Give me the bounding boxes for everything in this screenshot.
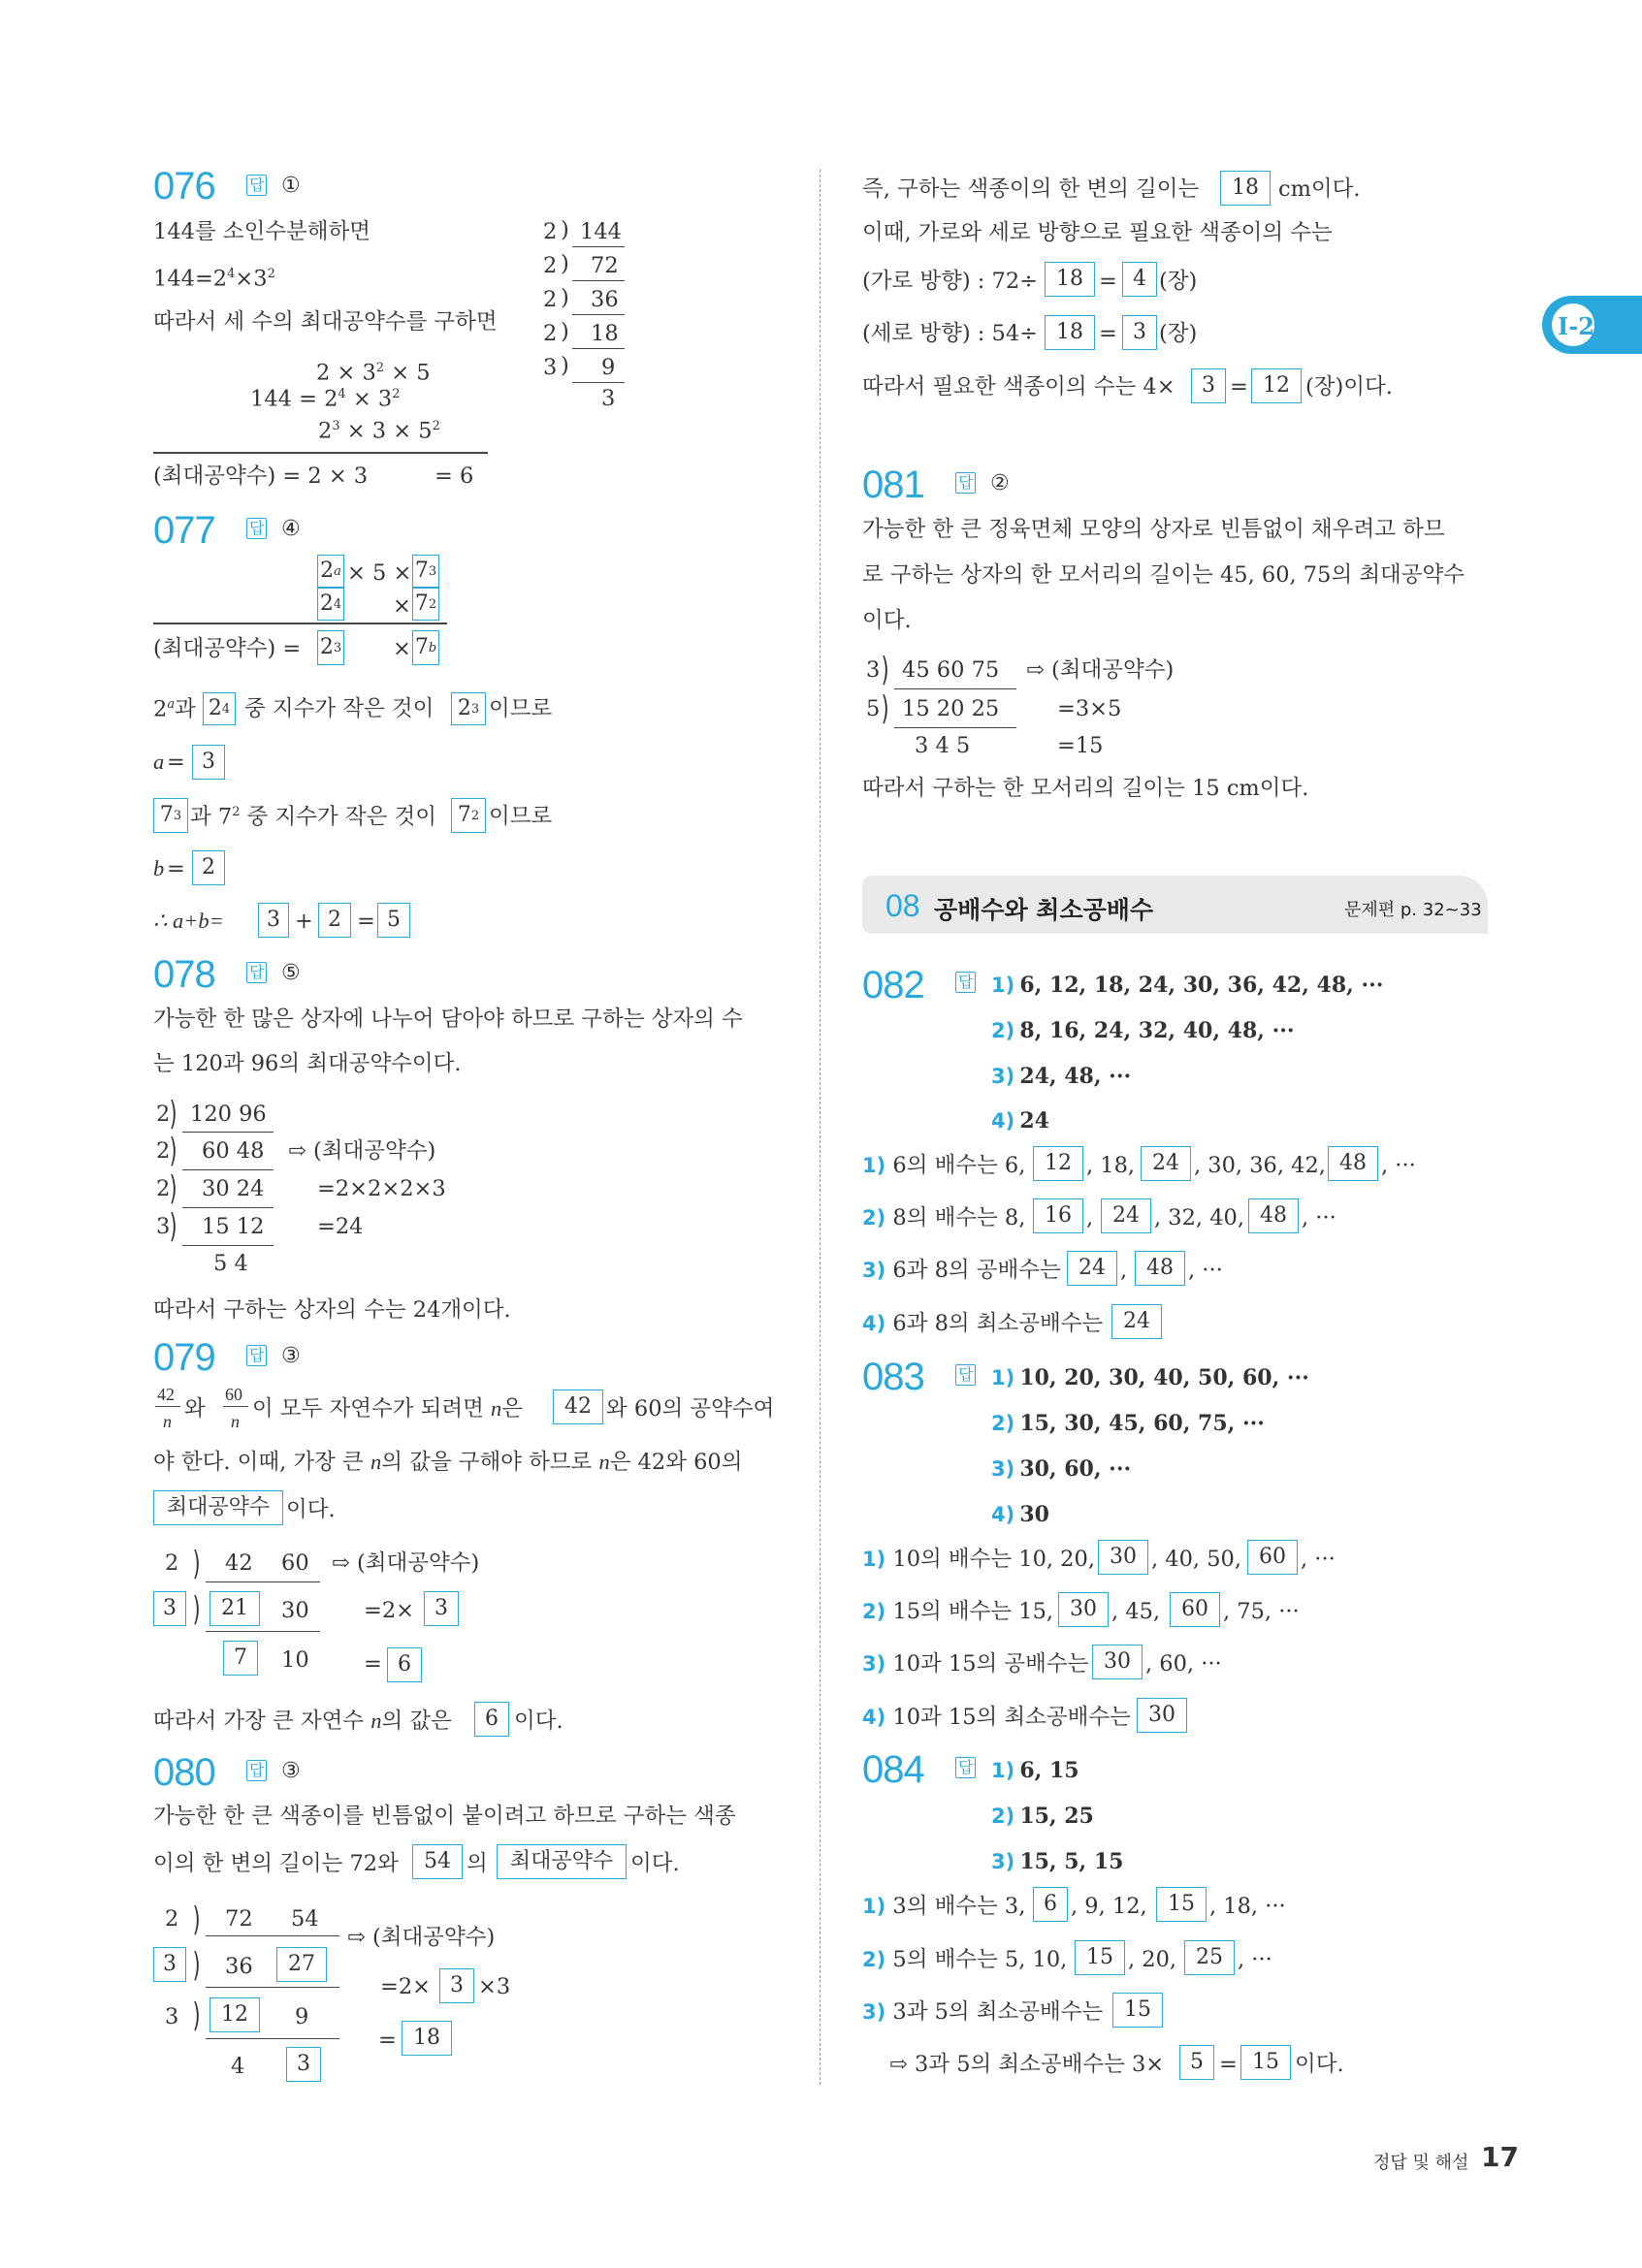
ladder-rule bbox=[182, 1169, 274, 1170]
ladder-paren: ) bbox=[192, 1946, 201, 1985]
text: 이 모두 자연수가 되려면 n은 bbox=[252, 1396, 523, 1421]
factor-row: $2 \times 3^2 \times 5$ bbox=[316, 360, 431, 386]
ladder-value: 18 bbox=[591, 321, 619, 346]
text: , 30, 36, 42, bbox=[1194, 1153, 1326, 1178]
note: ×3 bbox=[478, 1974, 511, 1999]
text: , 18, bbox=[1086, 1153, 1136, 1178]
answer-item: 4) 24 bbox=[991, 1108, 1049, 1134]
problem-number-084: 084 bbox=[862, 1748, 924, 1791]
problem-number-082: 082 bbox=[862, 964, 924, 1006]
ladder-divisor: 2 bbox=[543, 253, 558, 278]
ladder-divisor: 3 bbox=[543, 355, 558, 380]
answer-choice: ③ bbox=[281, 1759, 301, 1783]
text: ∴ a+b= bbox=[153, 909, 224, 933]
text: (가로 방향) : 72÷ bbox=[862, 269, 1039, 294]
answer-box: 3 bbox=[286, 2047, 321, 2082]
answer-box: 최대공약수 bbox=[153, 1490, 283, 1525]
fraction-num: 60 bbox=[225, 1385, 242, 1404]
answer-label: 답 bbox=[955, 472, 976, 494]
text: a bbox=[153, 750, 165, 774]
ladder-paren: ) bbox=[192, 1901, 201, 1939]
explanation: 4) 6과 8의 최소공배수는 bbox=[862, 1311, 1104, 1336]
ladder-value: 36 bbox=[591, 287, 619, 312]
answer-choice: ④ bbox=[281, 517, 301, 541]
answer-choice: ⑤ bbox=[281, 961, 301, 985]
ladder-value: 144 bbox=[580, 219, 622, 244]
ladder-paren: ) bbox=[192, 1996, 201, 2035]
ladder-value: 54 bbox=[291, 1906, 319, 1932]
text-line: 이다. bbox=[862, 608, 912, 633]
answer-box: 7 bbox=[223, 1641, 258, 1676]
note: = bbox=[364, 1651, 382, 1677]
ladder-value: 45 60 75 bbox=[902, 657, 1000, 683]
ladder-value: 72 bbox=[225, 1906, 253, 1932]
answer-box: 7 2 bbox=[451, 798, 486, 833]
text: = bbox=[167, 856, 185, 881]
ladder-rule bbox=[206, 1935, 339, 1936]
ladder-paren: ) bbox=[192, 1590, 201, 1629]
answer-label: 답 bbox=[246, 175, 267, 196]
text: , 20, bbox=[1128, 1947, 1177, 1972]
answer-box: 15 bbox=[1112, 1993, 1163, 2028]
text: 2$^a$과 bbox=[153, 696, 196, 722]
text: 과 $7^2$ 중 지수가 작은 것이 bbox=[190, 804, 436, 830]
fraction-num: 42 bbox=[157, 1385, 175, 1404]
answer-box: 24 bbox=[1111, 1304, 1162, 1339]
answer-item: 3) 30, 60, ··· bbox=[991, 1456, 1132, 1482]
ladder-rule bbox=[206, 1631, 320, 1632]
ladder-paren: ) bbox=[881, 651, 889, 689]
text: 이므로 bbox=[489, 804, 553, 829]
section-number: 08 bbox=[885, 888, 920, 923]
text: × bbox=[393, 636, 411, 661]
answer-box: 60 bbox=[1170, 1592, 1220, 1627]
text: , 45, bbox=[1111, 1599, 1161, 1624]
side-tab-label: I-2 bbox=[1558, 312, 1594, 340]
ladder-paren: ) bbox=[561, 285, 569, 310]
ladder-divisor: 3 bbox=[866, 657, 881, 683]
factor-row: $2^3 \times 3 \times 5^2$ bbox=[318, 418, 440, 444]
rule bbox=[153, 452, 488, 454]
explanation: 4) 10과 15의 최소공배수는 bbox=[862, 1705, 1131, 1730]
answer-box: 3 bbox=[192, 745, 225, 780]
answer-box: 5 bbox=[377, 903, 410, 938]
answer-box: 3 bbox=[424, 1591, 459, 1626]
answer-item: 4) 30 bbox=[991, 1502, 1049, 1527]
ladder-paren: ) bbox=[169, 1095, 177, 1134]
ladder-paren: ) bbox=[561, 353, 569, 378]
text: 이다. bbox=[514, 1709, 563, 1734]
ladder-rule bbox=[206, 1987, 339, 1988]
ladder-divisor: 2 bbox=[156, 1176, 171, 1201]
answer-box: 6 bbox=[387, 1647, 422, 1682]
answer-box: 24 bbox=[1101, 1198, 1151, 1233]
answer-box: 48 bbox=[1135, 1251, 1185, 1286]
fraction-bar bbox=[223, 1406, 248, 1407]
text: 와 bbox=[184, 1396, 206, 1421]
text: × bbox=[393, 593, 411, 619]
ladder-rule bbox=[572, 246, 625, 247]
answer-box: 2 a bbox=[317, 555, 344, 588]
text: = bbox=[1230, 374, 1248, 399]
answer-box: 18 bbox=[1220, 171, 1271, 206]
answer-box: 12 bbox=[1251, 368, 1302, 403]
ladder-value: 30 bbox=[281, 1598, 309, 1623]
ladder-value: 72 bbox=[591, 253, 619, 278]
answer-item: 1) 10, 20, 30, 40, 50, 60, ··· bbox=[991, 1365, 1309, 1390]
answer-box: 25 bbox=[1184, 1940, 1235, 1975]
answer-box: 24 bbox=[1067, 1251, 1117, 1286]
text-line: 가능한 한 큰 색종이를 빈틈없이 붙이려고 하므로 구하는 색종 bbox=[153, 1804, 736, 1829]
section-title: 공배수와 최소공배수 bbox=[934, 896, 1154, 924]
ladder-rule bbox=[206, 2038, 339, 2039]
text: b bbox=[153, 856, 165, 880]
answer-item: 3) 24, 48, ··· bbox=[991, 1064, 1132, 1089]
explanation: 1) 10의 배수는 10, 20, bbox=[862, 1547, 1095, 1572]
problem-number-078: 078 bbox=[153, 953, 215, 996]
text: , ··· bbox=[1301, 1547, 1336, 1572]
ladder-paren: ) bbox=[881, 689, 889, 728]
ladder-quotient: 4 bbox=[231, 2054, 245, 2079]
answer-box: 54 bbox=[412, 1844, 463, 1879]
fraction-den: n bbox=[163, 1412, 172, 1431]
text: + bbox=[295, 909, 313, 934]
note: =2× bbox=[364, 1598, 415, 1623]
ladder-paren: ) bbox=[169, 1132, 177, 1170]
ladder-rule bbox=[572, 348, 625, 349]
ladder-quotient: 3 4 5 bbox=[915, 733, 971, 758]
ladder-paren: ) bbox=[192, 1545, 201, 1583]
answer-box: 12 bbox=[1033, 1146, 1083, 1181]
answer-item: 2) 8, 16, 24, 32, 40, 48, ··· bbox=[991, 1018, 1295, 1043]
text: (장) bbox=[1159, 321, 1198, 346]
answer-box: 15 bbox=[1240, 2045, 1291, 2080]
answer-box: 6 bbox=[1033, 1887, 1068, 1922]
text: , 60, ··· bbox=[1145, 1651, 1222, 1677]
text: × 5 × bbox=[347, 560, 412, 586]
note: = bbox=[378, 2028, 397, 2053]
ladder-value: 10 bbox=[281, 1647, 309, 1673]
text: (장)이다. bbox=[1305, 374, 1393, 399]
answer-box: 7 3 bbox=[153, 798, 188, 833]
text: , ··· bbox=[1188, 1258, 1223, 1283]
explanation: 2) 8의 배수는 8, bbox=[862, 1205, 1026, 1230]
ladder-rule bbox=[206, 1581, 320, 1582]
answer-box: 6 bbox=[474, 1702, 509, 1737]
text-line: 로 구하는 상자의 한 모서리의 길이는 45, 60, 75의 최대공약수 bbox=[862, 562, 1465, 588]
answer-box: 4 bbox=[1122, 262, 1157, 297]
factor-row: $144 = 2^4 \times 3^2$ bbox=[250, 386, 401, 412]
answer-label: 답 bbox=[246, 518, 267, 539]
ladder-value: 9 bbox=[601, 355, 616, 380]
note: =2× bbox=[380, 1974, 432, 1999]
answer-box: 30 bbox=[1058, 1592, 1109, 1627]
gcd-row: (최대공약수) = 2 × 3 bbox=[153, 463, 369, 489]
answer-box: 48 bbox=[1328, 1146, 1378, 1181]
text: cm이다. bbox=[1278, 176, 1361, 202]
answer-box: 3 bbox=[153, 1591, 186, 1626]
text: 와 60의 공약수여 bbox=[606, 1396, 775, 1421]
answer-box: 2 bbox=[192, 850, 225, 885]
note: ⇨ (최대공약수) bbox=[347, 1925, 496, 1950]
problem-number-077: 077 bbox=[153, 509, 215, 552]
answer-box: 18 bbox=[1045, 315, 1095, 350]
text-line: 144를 소인수분해하면 bbox=[153, 219, 370, 244]
ladder-rule bbox=[894, 727, 1016, 728]
answer-box: 7 2 bbox=[412, 588, 439, 621]
answer-choice: ② bbox=[990, 471, 1010, 495]
text: , 75, ··· bbox=[1223, 1599, 1300, 1624]
ladder-rule bbox=[572, 382, 625, 383]
answer-box: 15 bbox=[1156, 1887, 1207, 1922]
text: 의 bbox=[467, 1851, 488, 1876]
text: , ··· bbox=[1381, 1153, 1416, 1178]
answer-box: 27 bbox=[276, 1947, 327, 1982]
answer-box: 30 bbox=[1092, 1645, 1143, 1679]
answer-label: 답 bbox=[955, 1364, 976, 1386]
answer-box: 3 bbox=[258, 903, 289, 938]
answer-item: 1) 6, 15 bbox=[991, 1758, 1079, 1783]
text: , ··· bbox=[1238, 1947, 1272, 1972]
ladder-rule bbox=[182, 1245, 274, 1246]
ladder-paren: ) bbox=[169, 1169, 177, 1208]
text-line: 따라서 세 수의 최대공약수를 구하면 bbox=[153, 309, 498, 335]
fraction-den: n bbox=[231, 1412, 240, 1431]
text: , 18, ··· bbox=[1209, 1894, 1286, 1919]
ladder-divisor: 3 bbox=[156, 1214, 171, 1239]
text: , bbox=[1120, 1258, 1128, 1283]
answer-box: 16 bbox=[1033, 1198, 1083, 1233]
ladder-divisor: 2 bbox=[156, 1102, 171, 1127]
note: ⇨ (최대공약수) bbox=[288, 1138, 436, 1164]
ladder-value: 30 24 bbox=[202, 1176, 265, 1201]
explanation: 1) 6의 배수는 6, bbox=[862, 1153, 1026, 1178]
ladder-rule bbox=[182, 1132, 274, 1133]
problem-number-083: 083 bbox=[862, 1356, 924, 1398]
column-divider bbox=[820, 170, 821, 2085]
answer-box: 3 bbox=[1191, 368, 1226, 403]
answer-box: 12 bbox=[209, 1997, 260, 2032]
ladder-value: 60 48 bbox=[202, 1138, 265, 1164]
text: = bbox=[1099, 269, 1117, 294]
explanation: 3) 10과 15의 공배수는 bbox=[862, 1651, 1089, 1677]
explanation: 3) 6과 8의 공배수는 bbox=[862, 1258, 1061, 1283]
answer-label: 답 bbox=[246, 962, 267, 983]
text: , 9, 12, bbox=[1071, 1894, 1147, 1919]
gcd-row: (최대공약수) = bbox=[153, 636, 302, 661]
answer-box: 30 bbox=[1098, 1540, 1148, 1575]
ladder-rule bbox=[572, 280, 625, 281]
note: =2×2×2×3 bbox=[317, 1176, 446, 1201]
explanation: 2) 5의 배수는 5, 10, bbox=[862, 1947, 1068, 1972]
gcd-value: = 6 bbox=[435, 463, 474, 489]
text: 이다. bbox=[286, 1497, 336, 1522]
text-line: 가능한 한 큰 정육면체 모양의 상자로 빈틈없이 채우려고 하므 bbox=[862, 517, 1445, 542]
text: = bbox=[1099, 321, 1117, 346]
text-line: 따라서 구하는 상자의 수는 24개이다. bbox=[153, 1297, 511, 1323]
note: =24 bbox=[317, 1214, 364, 1239]
answer-box: 7 b bbox=[412, 630, 439, 665]
answer-label: 답 bbox=[955, 1757, 976, 1778]
answer-box: 7 3 bbox=[412, 555, 439, 588]
answer-box: 3 bbox=[1122, 315, 1157, 350]
answer-item: 2) 15, 25 bbox=[991, 1804, 1094, 1829]
text: 이다. bbox=[1295, 2052, 1344, 2077]
answer-box: 2 4 bbox=[317, 588, 344, 621]
problem-number-080: 080 bbox=[153, 1751, 215, 1794]
text: = bbox=[167, 750, 185, 775]
answer-item: 1) 6, 12, 18, 24, 30, 36, 42, 48, ··· bbox=[991, 973, 1384, 998]
answer-box: 60 bbox=[1247, 1540, 1298, 1575]
answer-box: 30 bbox=[1137, 1698, 1187, 1733]
text-line: 따라서 구하는 한 모서리의 길이는 15 cm이다. bbox=[862, 776, 1309, 801]
answer-box: 3 bbox=[153, 1947, 186, 1982]
problem-number-079: 079 bbox=[153, 1336, 215, 1379]
note: =15 bbox=[1057, 733, 1104, 758]
answer-box: 최대공약수 bbox=[497, 1844, 627, 1879]
answer-box: 18 bbox=[402, 2021, 452, 2056]
ladder-divisor: 2 bbox=[543, 219, 558, 244]
answer-box: 2 3 bbox=[317, 630, 344, 665]
note: ⇨ (최대공약수) bbox=[1026, 657, 1175, 683]
text: , bbox=[1086, 1205, 1094, 1230]
ladder-paren: ) bbox=[561, 319, 569, 344]
ladder-divisor: 2 bbox=[165, 1906, 179, 1932]
page-number: 17 bbox=[1481, 2141, 1519, 2173]
answer-choice: ① bbox=[281, 174, 301, 198]
ladder-divisor: 5 bbox=[866, 696, 881, 721]
text-line: 는 120과 96의 최대공약수이다. bbox=[153, 1051, 462, 1076]
explanation: 3) 3과 5의 최소공배수는 bbox=[862, 1999, 1104, 2025]
answer-label: 답 bbox=[246, 1345, 267, 1366]
answer-box: 3 bbox=[439, 1968, 474, 2003]
problem-number-081: 081 bbox=[862, 463, 924, 506]
explanation: 1) 3의 배수는 3, bbox=[862, 1894, 1026, 1919]
answer-item: 3) 15, 5, 15 bbox=[991, 1849, 1124, 1874]
ladder-rule bbox=[572, 314, 625, 315]
text-line: 가능한 한 많은 상자에 나누어 담아야 하므로 구하는 상자의 수 bbox=[153, 1006, 743, 1032]
ladder-paren: ) bbox=[561, 251, 569, 276]
ladder-rule bbox=[894, 688, 1016, 689]
text: 즉, 구하는 색종이의 한 변의 길이는 bbox=[862, 176, 1200, 202]
ladder-quotient: 5 4 bbox=[213, 1251, 248, 1276]
ladder-value: 36 bbox=[225, 1954, 253, 1979]
text: 따라서 필요한 색종이의 수는 4× bbox=[862, 374, 1175, 399]
text: 이므로 bbox=[489, 696, 553, 721]
answer-box: 48 bbox=[1248, 1198, 1299, 1233]
answer-choice: ③ bbox=[281, 1344, 301, 1368]
problem-number-076: 076 bbox=[153, 165, 215, 208]
text: (장) bbox=[1159, 269, 1198, 294]
answer-box: 18 bbox=[1045, 262, 1095, 297]
ladder-value: 60 bbox=[281, 1550, 309, 1576]
rule bbox=[153, 623, 447, 624]
ladder-value: 15 20 25 bbox=[902, 696, 1000, 721]
answer-box: 2 4 bbox=[203, 692, 236, 725]
text-line: 이때, 가로와 세로 방향으로 필요한 색종이의 수는 bbox=[862, 220, 1333, 245]
text: 따라서 가장 큰 자연수 n의 값은 bbox=[153, 1709, 452, 1734]
ladder-value: 9 bbox=[295, 2004, 309, 2029]
text: 야 한다. 이때, 가장 큰 n의 값을 구해야 하므로 n은 42와 60의 bbox=[153, 1450, 743, 1475]
fraction-bar bbox=[155, 1406, 180, 1407]
text-line: $144=2^4\times 3^2$ bbox=[153, 266, 275, 292]
ladder-paren: ) bbox=[561, 217, 569, 242]
text: 중 지수가 작은 것이 bbox=[244, 696, 435, 721]
answer-label: 답 bbox=[955, 972, 976, 993]
text: , ··· bbox=[1302, 1205, 1336, 1230]
ladder-divisor: 2 bbox=[543, 287, 558, 312]
text: = bbox=[357, 909, 375, 934]
answer-box: 2 bbox=[318, 903, 351, 938]
answer-box: 5 bbox=[1179, 2045, 1214, 2080]
ladder-paren: ) bbox=[169, 1207, 177, 1246]
ladder-value: 120 96 bbox=[190, 1102, 267, 1127]
answer-box: 2 3 bbox=[451, 692, 486, 725]
ladder-value: 42 bbox=[225, 1550, 253, 1576]
ladder-rule bbox=[182, 1207, 274, 1208]
answer-box: 15 bbox=[1075, 1940, 1125, 1975]
text: 이의 한 변의 길이는 72와 bbox=[153, 1851, 399, 1876]
explanation: 2) 15의 배수는 15, bbox=[862, 1599, 1054, 1624]
note: =3×5 bbox=[1057, 696, 1122, 721]
section-reference: 문제편 p. 32~33 bbox=[1344, 900, 1482, 920]
note: ⇨ (최대공약수) bbox=[332, 1550, 480, 1576]
answer-label: 답 bbox=[246, 1760, 267, 1781]
answer-box: 42 bbox=[553, 1390, 603, 1424]
ladder-divisor: 2 bbox=[165, 1550, 179, 1576]
answer-box: 21 bbox=[209, 1591, 260, 1626]
answer-box: 24 bbox=[1141, 1146, 1191, 1181]
ladder-value: 15 12 bbox=[202, 1214, 265, 1239]
text: 이다. bbox=[630, 1851, 680, 1876]
answer-item: 2) 15, 30, 45, 60, 75, ··· bbox=[991, 1411, 1265, 1436]
text: , 40, 50, bbox=[1151, 1547, 1242, 1572]
text: = bbox=[1219, 2052, 1238, 2077]
explanation: ⇨ 3과 5의 최소공배수는 3× bbox=[889, 2052, 1165, 2077]
text: , 32, 40, bbox=[1154, 1205, 1245, 1230]
ladder-divisor: 2 bbox=[156, 1138, 171, 1164]
ladder-quotient: 3 bbox=[601, 386, 616, 411]
ladder-divisor: 2 bbox=[543, 321, 558, 346]
text: (세로 방향) : 54÷ bbox=[862, 321, 1039, 346]
ladder-divisor: 3 bbox=[165, 2004, 179, 2029]
footer-label: 정답 및 해설 bbox=[1373, 2153, 1469, 2173]
